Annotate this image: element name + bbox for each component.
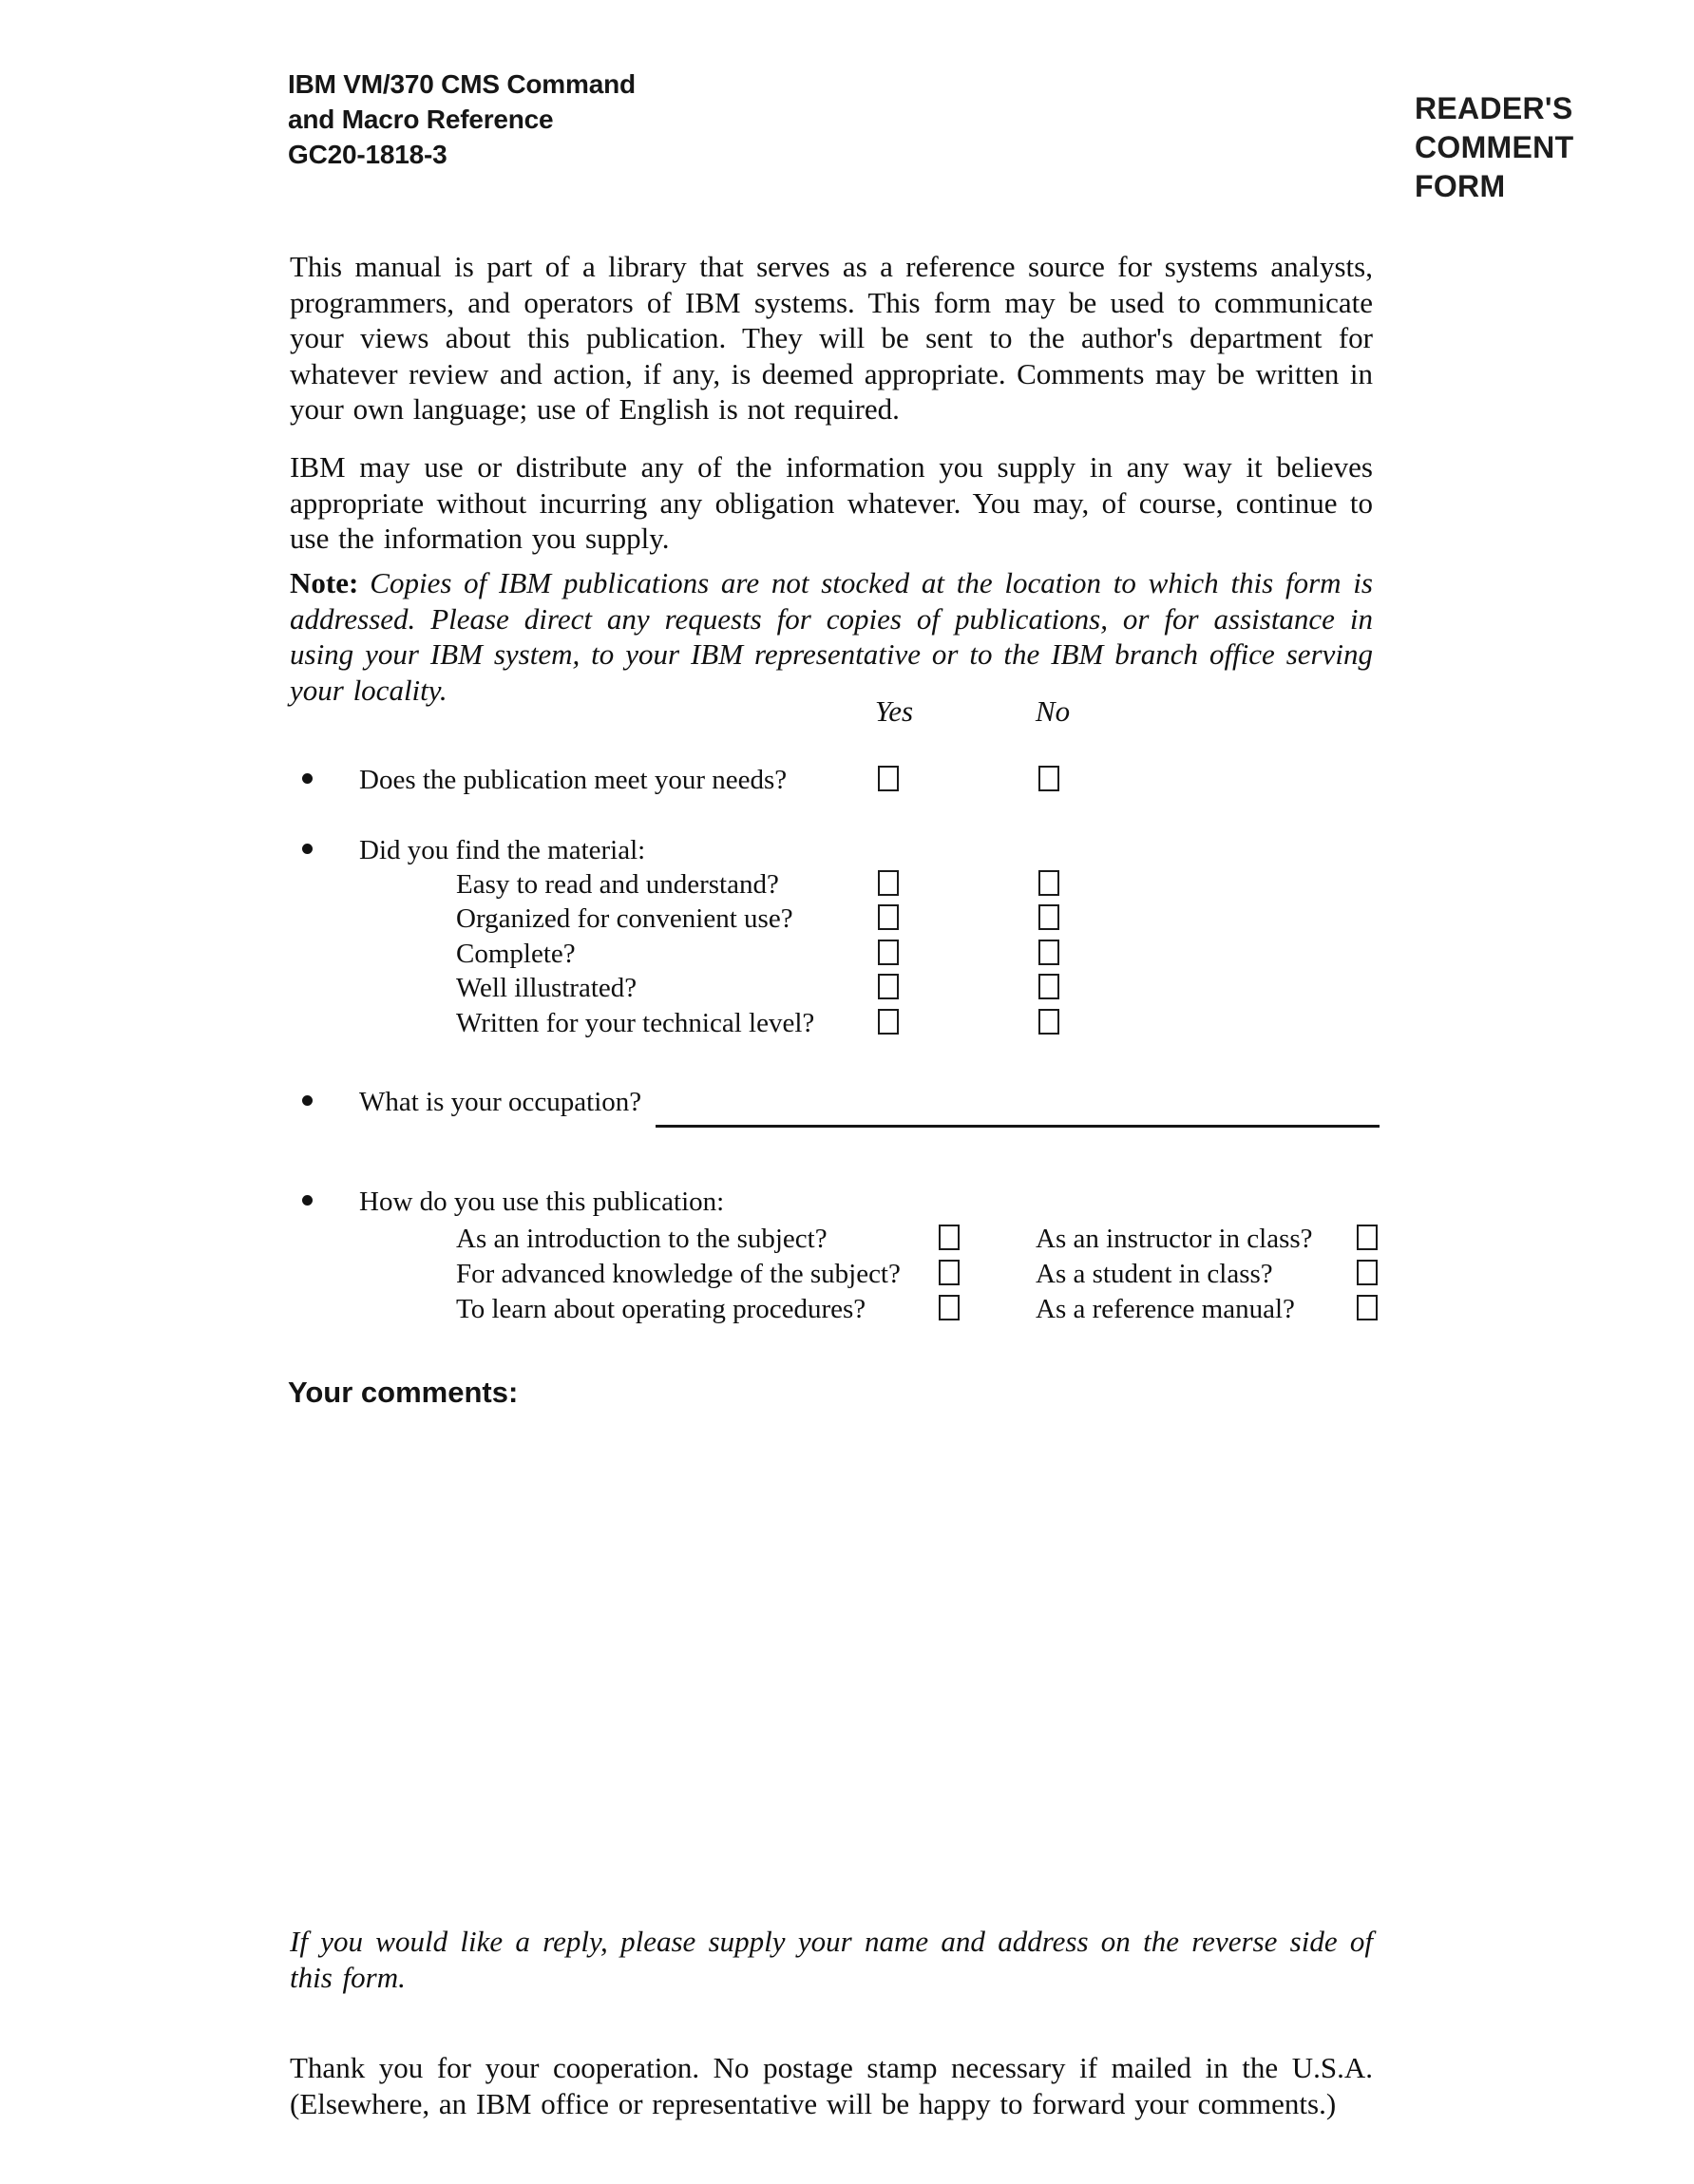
note-label: Note: [290,566,359,599]
material-3-no-checkbox[interactable] [1038,974,1059,999]
material-item-label: Written for your technical level? [456,1008,815,1038]
document-title-line: and Macro Reference [288,104,554,134]
material-row [0,901,1694,940]
question-label: Did you find the material: [359,835,646,865]
usage-left-0-checkbox[interactable] [939,1225,960,1250]
material-0-no-checkbox[interactable] [1038,870,1059,896]
usage-left-label: As an introduction to the subject? [456,1224,828,1254]
usage-right-label: As a reference manual? [1036,1294,1295,1324]
yes-column-header: Yes [874,694,914,728]
form-title-line: READER'S [1415,91,1573,125]
no-column-header: No [1035,694,1071,728]
material-0-yes-checkbox[interactable] [878,870,899,896]
usage-right-2-checkbox[interactable] [1357,1295,1378,1320]
material-item-label: Easy to read and understand? [456,869,779,900]
intro-paragraph-1: This manual is part of a library that serves as a reference source for systems analysts, programmers, and operators of IBM systems. This form may be used to communicate your views about this publication. They will be sent to the author's department for whatever review and action, if any, is deemed appropriate. Comments may be written in your own language; use of English is not required. [290,250,1373,426]
question-row-occupation [0,1084,1694,1124]
material-1-no-checkbox[interactable] [1038,904,1059,930]
material-2-yes-checkbox[interactable] [878,940,899,965]
bullet-icon [302,1095,313,1106]
usage-left-label: For advanced knowledge of the subject? [456,1259,901,1289]
question-label: Does the publication meet your needs? [359,765,788,795]
thanks-paragraph: Thank you for your cooperation. No postage stamp necessary if mailed in the U.S.A. (Elsewhere, an IBM office or representative will be happy to forward your comments.) [290,2051,1373,2120]
question-label: How do you use this publication: [359,1187,725,1217]
material-item-label: Well illustrated? [456,973,638,1003]
meets-needs-no-checkbox[interactable] [1038,766,1059,791]
bullet-icon [302,844,313,854]
document-id-block [288,66,636,172]
intro-paragraph-2: IBM may use or distribute any of the information you supply in any way it believes appropriate without incurring any obligation whatever. You may, of course, continue to use the information you supply. [290,450,1373,555]
question-label: What is your occupation? [359,1087,642,1117]
material-4-no-checkbox[interactable] [1038,1009,1059,1035]
usage-row [0,1221,1694,1261]
material-1-yes-checkbox[interactable] [878,904,899,930]
bullet-icon [302,1195,313,1206]
material-4-yes-checkbox[interactable] [878,1009,899,1035]
usage-right-0-checkbox[interactable] [1357,1225,1378,1250]
usage-right-label: As a student in class? [1036,1259,1273,1289]
form-title-line: FORM [1415,169,1506,203]
form-title [1415,89,1573,206]
document-title-line: IBM VM/370 CMS Command [288,69,636,99]
note-text: Copies of IBM publications are not stocked at the location to which this form is addressed. Please direct any requests for copies of publications, or for assistance in using your IBM system, to your IBM representative or to the IBM branch office serving your locality. [290,566,1373,707]
note-paragraph [290,565,1373,708]
document-number: GC20-1818-3 [288,140,447,169]
question-row-meets-needs [0,762,1694,802]
usage-right-1-checkbox[interactable] [1357,1260,1378,1285]
usage-right-label: As an instructor in class? [1036,1224,1313,1254]
material-item-label: Organized for convenient use? [456,903,793,934]
question-row-usage-header [0,1184,1694,1224]
comments-write-area[interactable] [288,1434,1376,1852]
material-row [0,1005,1694,1045]
usage-row [0,1256,1694,1296]
form-title-line: COMMENT [1415,130,1574,164]
occupation-input-line[interactable] [656,1125,1380,1128]
material-row [0,970,1694,1010]
reply-note: If you would like a reply, please supply your name and address on the reverse side of this form. [290,1925,1373,1994]
comments-heading: Your comments: [288,1376,519,1409]
meets-needs-yes-checkbox[interactable] [878,766,899,791]
material-2-no-checkbox[interactable] [1038,940,1059,965]
bullet-icon [302,773,313,784]
usage-left-1-checkbox[interactable] [939,1260,960,1285]
usage-row [0,1291,1694,1331]
usage-left-label: To learn about operating procedures? [456,1294,866,1324]
material-item-label: Complete? [456,939,576,969]
usage-left-2-checkbox[interactable] [939,1295,960,1320]
material-3-yes-checkbox[interactable] [878,974,899,999]
